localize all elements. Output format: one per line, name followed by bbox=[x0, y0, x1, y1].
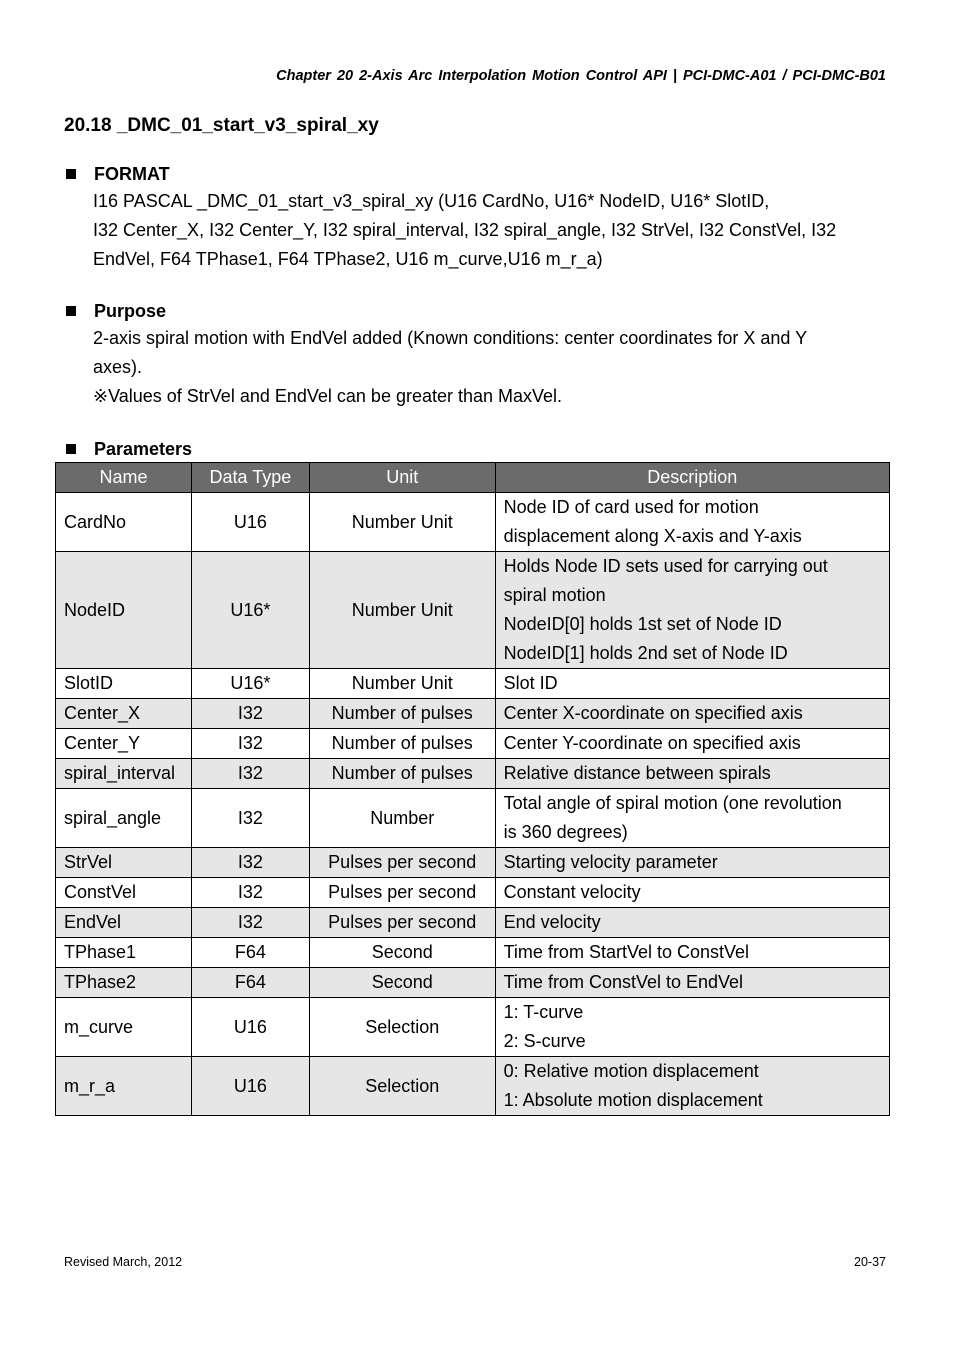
purpose-heading bbox=[64, 298, 894, 324]
table-row bbox=[56, 938, 890, 968]
param-description bbox=[495, 699, 889, 729]
param-description bbox=[495, 493, 889, 552]
param-description-line: 1: T-curve bbox=[503, 1002, 584, 1022]
table-row bbox=[56, 789, 890, 848]
param-unit: Pulses per second bbox=[309, 908, 495, 938]
purpose-line: 2-axis spiral motion with EndVel added (Known conditions: center coordinates for X and Y bbox=[93, 328, 808, 348]
page-number: 20-37 bbox=[854, 1255, 886, 1269]
param-data-type: F64 bbox=[191, 968, 309, 998]
param-description bbox=[495, 759, 889, 789]
parameters-block bbox=[64, 436, 894, 462]
param-data-type: U16 bbox=[191, 493, 309, 552]
column-header-unit: Unit bbox=[309, 463, 495, 493]
param-unit: Selection bbox=[309, 1057, 495, 1116]
format-heading-text: FORMAT bbox=[94, 164, 170, 184]
param-description bbox=[495, 908, 889, 938]
table-row bbox=[56, 908, 890, 938]
revision-date: Revised March, 2012 bbox=[64, 1255, 183, 1269]
column-header-name: Name bbox=[56, 463, 192, 493]
param-description bbox=[495, 998, 889, 1057]
param-unit: Pulses per second bbox=[309, 878, 495, 908]
column-header-description: Description bbox=[495, 463, 889, 493]
param-description-line: is 360 degrees) bbox=[503, 822, 628, 842]
table-header-row bbox=[56, 463, 890, 493]
param-unit: Second bbox=[309, 938, 495, 968]
param-name: EndVel bbox=[56, 908, 192, 938]
param-description-line: Center X-coordinate on specified axis bbox=[503, 703, 803, 723]
param-description-line: Holds Node ID sets used for carrying out bbox=[503, 556, 828, 576]
param-data-type: I32 bbox=[191, 729, 309, 759]
param-description-line: Total angle of spiral motion (one revolution bbox=[503, 793, 842, 813]
parameters-table bbox=[55, 462, 890, 1116]
purpose-line: axes). bbox=[93, 357, 143, 377]
param-description-line: Slot ID bbox=[503, 673, 558, 693]
param-name: StrVel bbox=[56, 848, 192, 878]
param-description-line: 0: Relative motion displacement bbox=[503, 1061, 759, 1081]
purpose-body bbox=[93, 324, 894, 411]
param-description bbox=[495, 938, 889, 968]
table-row bbox=[56, 699, 890, 729]
param-name: spiral_angle bbox=[56, 789, 192, 848]
param-data-type: I32 bbox=[191, 759, 309, 789]
param-name: Center_Y bbox=[56, 729, 192, 759]
param-unit: Pulses per second bbox=[309, 848, 495, 878]
param-unit: Number Unit bbox=[309, 669, 495, 699]
param-data-type: F64 bbox=[191, 938, 309, 968]
table-row bbox=[56, 669, 890, 699]
param-description-line: NodeID[1] holds 2nd set of Node ID bbox=[503, 643, 788, 663]
param-description-line: Starting velocity parameter bbox=[503, 852, 718, 872]
param-description-line: End velocity bbox=[503, 912, 601, 932]
param-name: TPhase1 bbox=[56, 938, 192, 968]
square-bullet-icon bbox=[66, 306, 76, 316]
table-row bbox=[56, 998, 890, 1057]
param-description bbox=[495, 878, 889, 908]
param-unit: Selection bbox=[309, 998, 495, 1057]
param-description bbox=[495, 789, 889, 848]
param-name: ConstVel bbox=[56, 878, 192, 908]
format-heading bbox=[64, 161, 894, 187]
param-description-line: 1: Absolute motion displacement bbox=[503, 1090, 763, 1110]
param-data-type: U16 bbox=[191, 1057, 309, 1116]
param-description-line: Relative distance between spirals bbox=[503, 763, 771, 783]
table-row bbox=[56, 1057, 890, 1116]
param-description-line: Constant velocity bbox=[503, 882, 641, 902]
param-name: m_curve bbox=[56, 998, 192, 1057]
param-data-type: U16 bbox=[191, 998, 309, 1057]
format-block bbox=[64, 161, 894, 274]
param-name: NodeID bbox=[56, 552, 192, 669]
format-line: EndVel, F64 TPhase1, F64 TPhase2, U16 m_curve,U16 m_r_a) bbox=[93, 249, 603, 269]
table-row bbox=[56, 848, 890, 878]
param-description-line: NodeID[0] holds 1st set of Node ID bbox=[503, 614, 782, 634]
param-description-line: Time from ConstVel to EndVel bbox=[503, 972, 744, 992]
param-data-type: U16* bbox=[191, 552, 309, 669]
param-data-type: U16* bbox=[191, 669, 309, 699]
table-row bbox=[56, 729, 890, 759]
param-data-type: I32 bbox=[191, 848, 309, 878]
param-name: CardNo bbox=[56, 493, 192, 552]
param-name: m_r_a bbox=[56, 1057, 192, 1116]
param-description bbox=[495, 968, 889, 998]
param-unit: Number of pulses bbox=[309, 699, 495, 729]
parameters-heading bbox=[64, 436, 894, 462]
param-description-line: 2: S-curve bbox=[503, 1031, 586, 1051]
param-unit: Number Unit bbox=[309, 552, 495, 669]
table-row bbox=[56, 493, 890, 552]
table-row bbox=[56, 878, 890, 908]
param-description-line: Time from StartVel to ConstVel bbox=[503, 942, 750, 962]
param-unit: Number of pulses bbox=[309, 729, 495, 759]
param-description bbox=[495, 669, 889, 699]
square-bullet-icon bbox=[66, 169, 76, 179]
column-header-data-type: Data Type bbox=[191, 463, 309, 493]
table-row bbox=[56, 968, 890, 998]
param-data-type: I32 bbox=[191, 789, 309, 848]
table-row bbox=[56, 759, 890, 789]
param-description-line: Center Y-coordinate on specified axis bbox=[503, 733, 801, 753]
param-description-line: Node ID of card used for motion bbox=[503, 497, 759, 517]
param-name: Center_X bbox=[56, 699, 192, 729]
param-unit: Number bbox=[309, 789, 495, 848]
param-description bbox=[495, 552, 889, 669]
square-bullet-icon bbox=[66, 444, 76, 454]
param-data-type: I32 bbox=[191, 878, 309, 908]
format-line: I32 Center_X, I32 Center_Y, I32 spiral_interval, I32 spiral_angle, I32 StrVel, I32 ConstVel, I32 bbox=[93, 220, 837, 240]
param-description bbox=[495, 1057, 889, 1116]
format-body bbox=[93, 187, 894, 274]
param-description-line: displacement along X-axis and Y-axis bbox=[503, 526, 802, 546]
param-unit: Number Unit bbox=[309, 493, 495, 552]
param-name: spiral_interval bbox=[56, 759, 192, 789]
table-row bbox=[56, 552, 890, 669]
param-data-type: I32 bbox=[191, 699, 309, 729]
param-unit: Second bbox=[309, 968, 495, 998]
param-name: TPhase2 bbox=[56, 968, 192, 998]
param-name: SlotID bbox=[56, 669, 192, 699]
purpose-block bbox=[64, 298, 894, 411]
param-description-line: spiral motion bbox=[503, 585, 606, 605]
parameters-heading-text: Parameters bbox=[94, 439, 193, 459]
param-data-type: I32 bbox=[191, 908, 309, 938]
param-description bbox=[495, 729, 889, 759]
purpose-line: ※Values of StrVel and EndVel can be greater than MaxVel. bbox=[93, 386, 563, 406]
param-unit: Number of pulses bbox=[309, 759, 495, 789]
section-title: 20.18 _DMC_01_start_v3_spiral_xy bbox=[64, 115, 379, 136]
purpose-heading-text: Purpose bbox=[94, 301, 167, 321]
chapter-header: Chapter 20 2-Axis Arc Interpolation Motion Control API | PCI-DMC-A01 / PCI-DMC-B01 bbox=[276, 68, 886, 84]
param-description bbox=[495, 848, 889, 878]
format-line: I16 PASCAL _DMC_01_start_v3_spiral_xy (U16 CardNo, U16* NodeID, U16* SlotID, bbox=[93, 191, 770, 211]
